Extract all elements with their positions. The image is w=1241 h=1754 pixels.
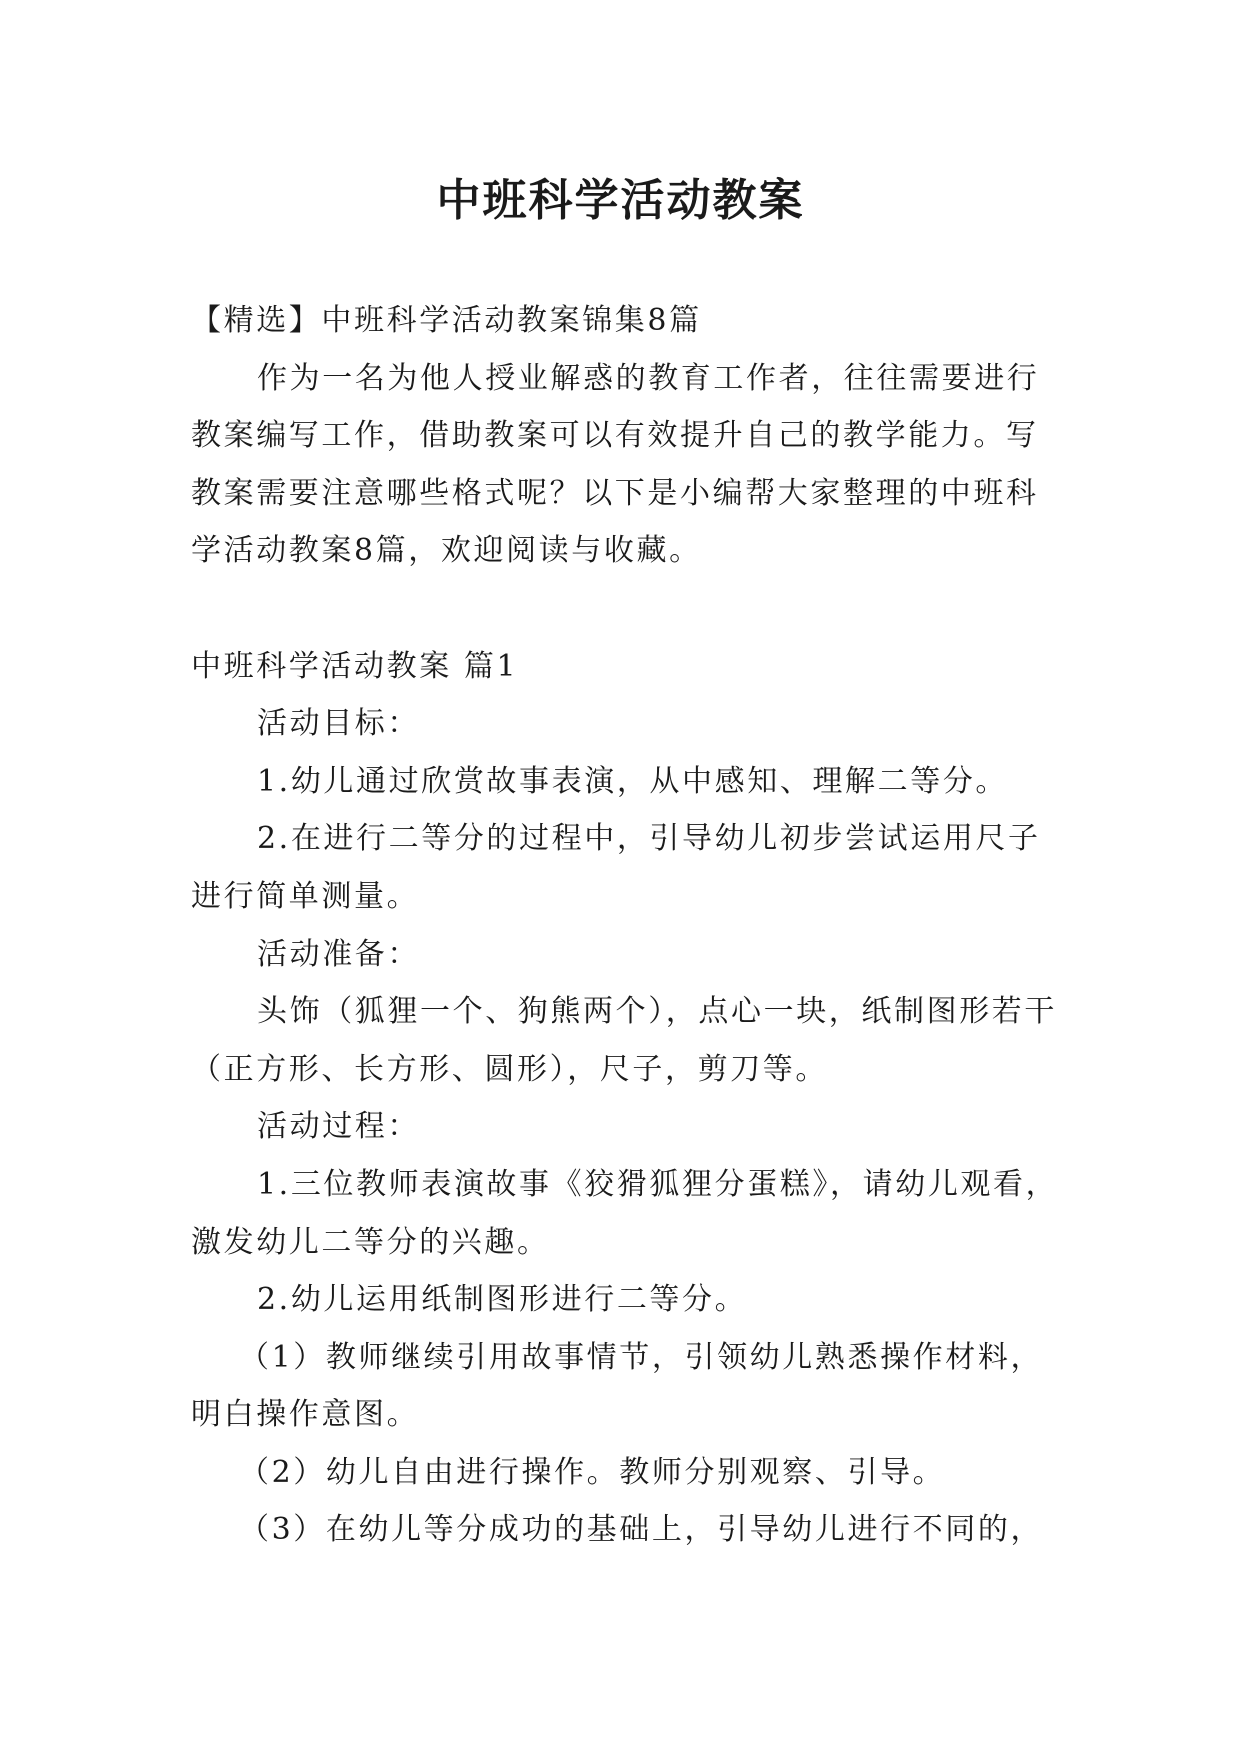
process-step-3: （3）在幼儿等分成功的基础上，引导幼儿进行不同的， bbox=[239, 1512, 1044, 1548]
process-step-2: （2）幼儿自由进行操作。教师分别观察、引导。 bbox=[239, 1454, 946, 1490]
process-item-1: 1.三位教师表演故事《狡猾狐狸分蛋糕》，请幼儿观看，激发幼儿二等分的兴趣。 bbox=[191, 1166, 1059, 1260]
process-step-1: （1）教师继续引用故事情节，引领幼儿熟悉操作材料，明白操作意图。 bbox=[191, 1339, 1044, 1433]
prep-text: 头饰（狐狸一个、狗熊两个），点心一块，纸制图形若干（正方形、长方形、圆形），尺子，剪刀等。 bbox=[191, 994, 1057, 1087]
prep-label: 活动准备： bbox=[257, 936, 420, 972]
process-item-2: 2.幼儿运用纸制图形进行二等分。 bbox=[257, 1282, 748, 1318]
subtitle: 【精选】中班科学活动教案锦集8篇 bbox=[191, 303, 702, 338]
goal-item-1: 1.幼儿通过欣赏故事表演，从中感知、理解二等分。 bbox=[257, 763, 1009, 799]
paragraph-spacer bbox=[191, 580, 1061, 638]
process-label: 活动过程： bbox=[257, 1109, 420, 1145]
section-heading: 中班科学活动教案 篇1 bbox=[191, 648, 519, 684]
page-title: 中班科学活动教案 bbox=[436, 175, 805, 227]
goal-label: 活动目标： bbox=[257, 706, 420, 742]
goal-item-2: 2.在进行二等分的过程中，引导幼儿初步尝试运用尺子进行简单测量。 bbox=[191, 821, 1041, 914]
document-body bbox=[191, 292, 1061, 1559]
intro-paragraph: 作为一名为他人授业解惑的教育工作者，往往需要进行教案编写工作，借助教案可以有效提升自己的教学能力。写教案需要注意哪些格式呢？以下是小编帮大家整理的中班科学活动教案8篇，欢迎阅读与收藏。 bbox=[191, 360, 1040, 569]
